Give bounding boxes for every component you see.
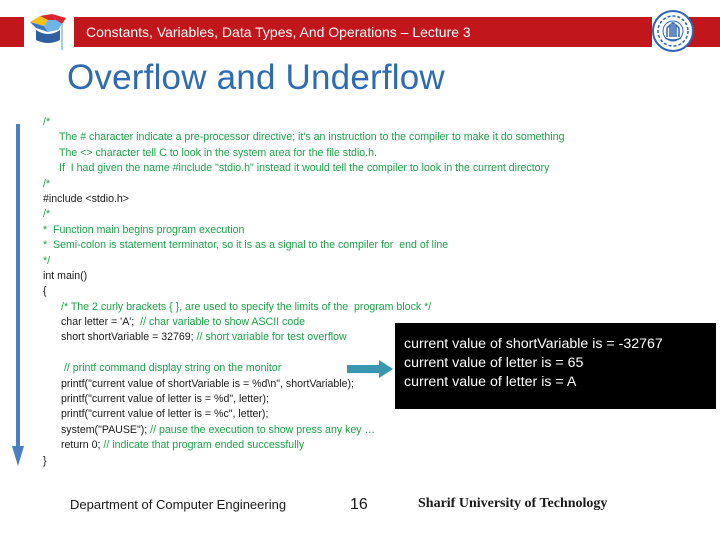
code-line: /* — [43, 116, 51, 128]
header-band-left — [0, 17, 24, 47]
output-line: current value of letter is = 65 — [404, 355, 584, 371]
sharif-seal-logo-icon — [652, 10, 694, 52]
code-line: { — [43, 285, 47, 298]
down-arrow-icon — [12, 124, 24, 466]
code-line: int main() — [43, 269, 88, 282]
output-line: current value of letter is = A — [404, 374, 577, 390]
page-number: 16 — [350, 496, 368, 513]
code-line: */ — [43, 254, 51, 267]
slide-title: Overflow and Underflow — [67, 58, 445, 97]
code-line: /* The 2 curly brackets { }, are used to specify the limits of the program block */ — [61, 300, 432, 313]
console-output — [395, 323, 716, 409]
code-line: printf("current value of shortVariable is = %d\n", shortVariable); — [61, 377, 354, 390]
code-line: } — [43, 454, 47, 467]
footer-university: Sharif University of Technology — [418, 496, 608, 511]
right-arrow-icon — [347, 360, 393, 378]
code-line: The # character indicate a pre-processor directive; it's an instruction to the compiler to make it do something — [59, 131, 565, 144]
code-line: /* — [43, 177, 51, 190]
lecture-title: Constants, Variables, Data Types, And Operations – Lecture 3 — [86, 24, 471, 40]
code-line: char letter = 'A'; // char variable to show ASCII code — [61, 316, 306, 329]
code-line: // printf command display string on the monitor — [63, 362, 282, 375]
code-line: * Semi-colon is statement terminator, so it is as a signal to the compiler for end of line — [43, 239, 449, 252]
output-line: current value of shortVariable is = -32767 — [404, 336, 663, 352]
footer-department: Department of Computer Engineering — [70, 497, 287, 512]
code-line: printf("current value of letter is = %c", letter); — [61, 408, 269, 421]
code-line: #include <stdio.h> — [43, 192, 129, 205]
code-line: If I had given the name #include "stdio.h" instead it would tell the compiler to look in the current directory — [59, 162, 550, 175]
code-line: /* — [43, 208, 51, 221]
code-line: short shortVariable = 32769; // short variable for test overflow — [61, 331, 347, 344]
code-listing — [43, 115, 564, 469]
graduation-cap-logo-icon — [26, 12, 72, 54]
code-line: The <> character tell C to look in the system area for the file stdio.h. — [59, 146, 377, 159]
code-line: system("PAUSE"); // pause the execution to show press any key … — [61, 423, 376, 436]
code-line: * Function main begins program execution — [43, 223, 245, 236]
code-line: printf("current value of letter is = %d", letter); — [61, 393, 270, 406]
code-line: return 0; // indicate that program ended successfully — [61, 439, 305, 452]
